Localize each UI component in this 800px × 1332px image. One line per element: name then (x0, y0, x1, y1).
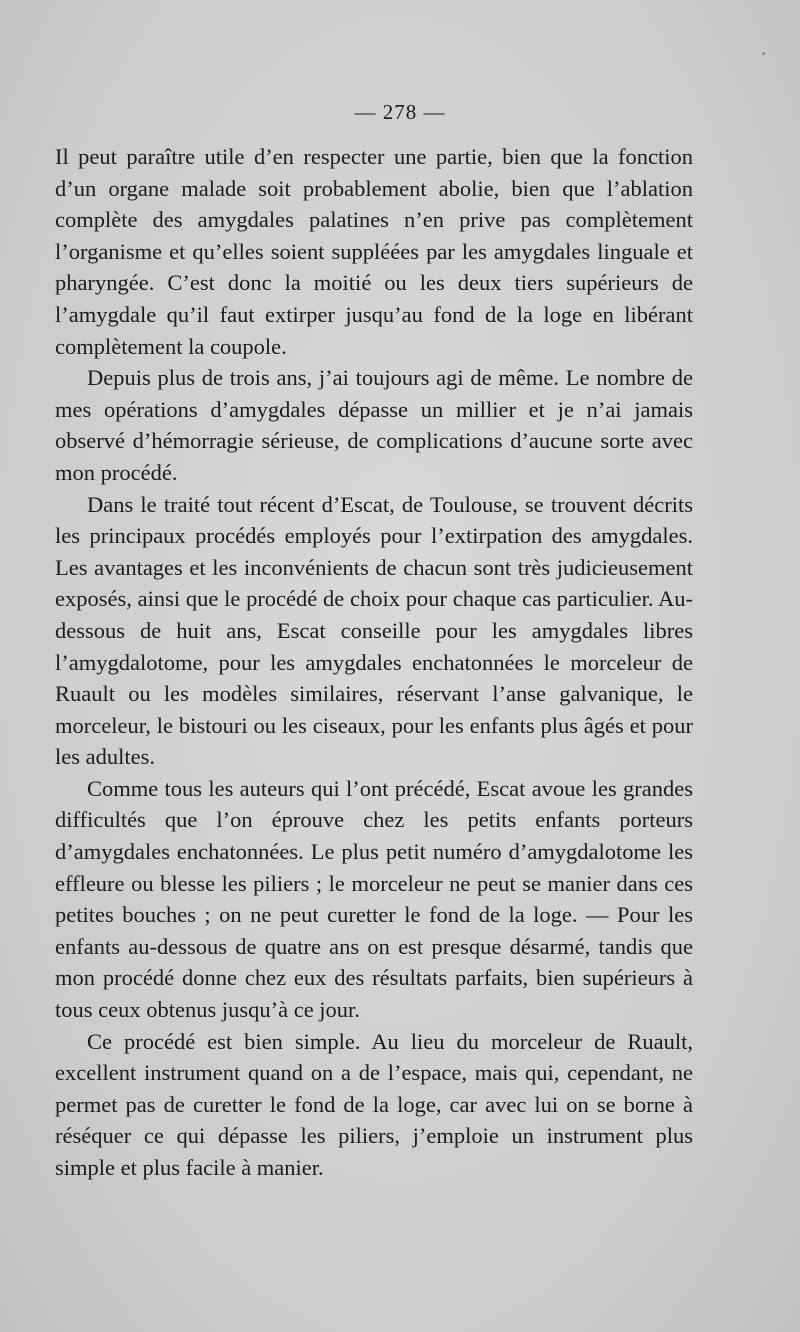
paragraph-5: Ce procédé est bien simple. Au lieu du morceleur de Ruault, excellent instrument quand on a de l’espace, mais qui, cependant, ne permet pas de curetter le fond de la loge, car avec lui on se borne à réséquer ce qui dépasse les piliers, j’emploie un instrument plus simple et plus facile à manier. (55, 1028, 693, 1180)
paragraph-2: Depuis plus de trois ans, j’ai toujours agi de même. Le nombre de mes opérations d’amygdales dépasse un millier et je n’ai jamais observé d’hémorragie sérieuse, de complications d’aucune sorte avec mon procédé. (55, 365, 693, 485)
body-text (55, 141, 693, 1184)
paper-speck (762, 52, 765, 55)
paragraph-4: Comme tous les auteurs qui l’ont précédé, Escat avoue les grandes difficultés que l’on éprouve chez les petits enfants porteurs d’amygdales enchatonnées. Le plus petit numéro d’amygdalotome les effleure ou blesse les piliers ; le morceleur ne peut se manier dans ces petites bouches ; on ne peut curetter le fond de la loge. — Pour les enfants au-dessous de quatre ans on est presque désarmé, tandis que mon procédé donne chez eux des résultats parfaits, bien supérieurs à tous ceux obtenus jusqu’à ce jour. (55, 775, 693, 1023)
paragraph-1: Il peut paraître utile d’en respecter une partie, bien que la fonction d’un organe malade soit probablement abolie, bien que l’ablation complète des amygdales palatines n’en prive pas complètement l’organisme et qu’elles soient suppléées par les amygdales linguale et pharyngée. C’est donc la moitié ou les deux tiers supérieurs de l’amygdale qu’il faut extirper jusqu’au fond de la loge en libérant complètement la coupole. (55, 144, 693, 359)
paragraph-3: Dans le traité tout récent d’Escat, de Toulouse, se trouvent décrits les principaux procédés employés pour l’extirpation des amygdales. Les avantages et les inconvénients de chacun sont très judicieusement exposés, ainsi que le procédé de choix pour chaque cas particulier. Au-dessous de huit ans, Escat conseille pour les amygdales libres l’amygdalotome, pour les amygdales enchatonnées le morceleur de Ruault ou les modèles similaires, réservant l’anse galvanique, le morceleur, le bistouri ou les ciseaux, pour les enfants plus âgés et pour les adultes. (55, 491, 693, 770)
page-number: — 278 — (354, 100, 446, 124)
